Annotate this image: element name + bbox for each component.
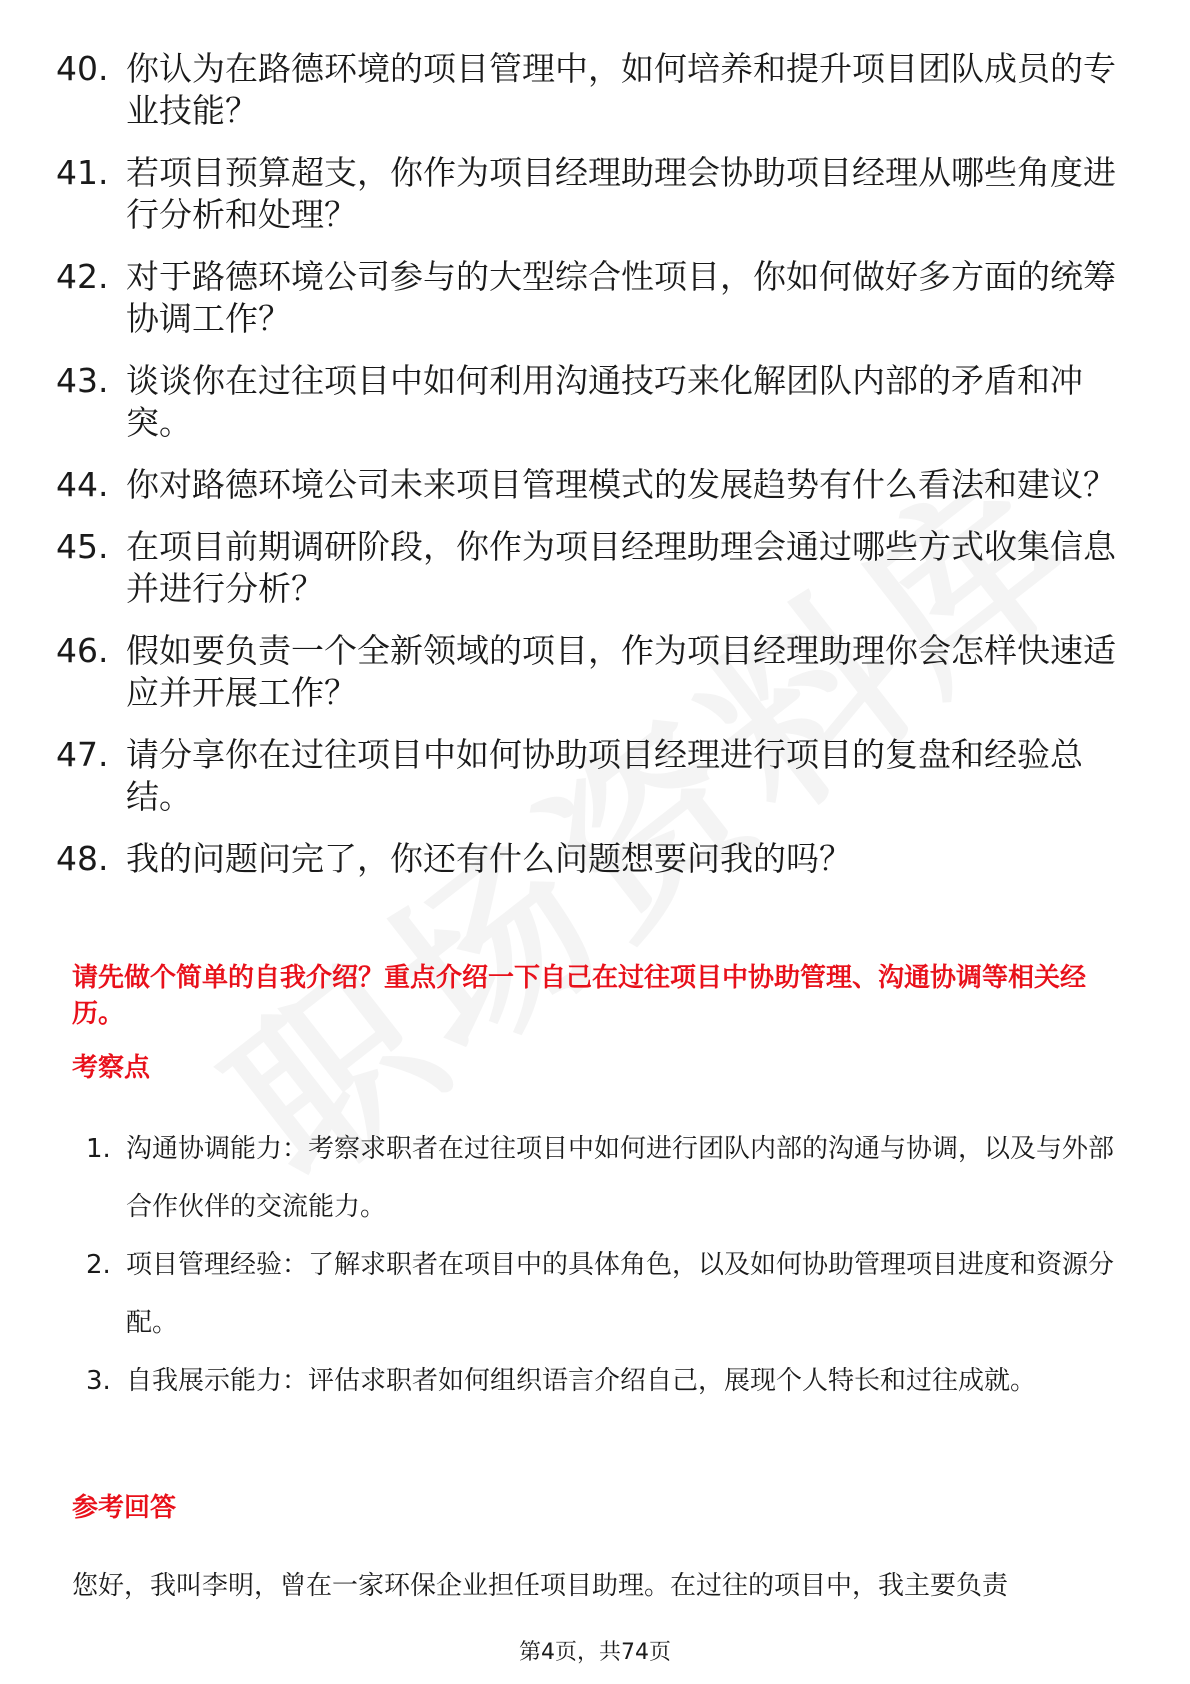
question-item — [0, 630, 1190, 714]
point-text: 自我展示能力：评估求职者如何组织语言介绍自己，展现个人特长和过往成就。 — [126, 1366, 1037, 1396]
point-number: 3. — [86, 1366, 111, 1396]
point-text: 项目管理经验：了解求职者在项目中的具体角色，以及如何协助管理项目进度和资源分配。 — [126, 1250, 1115, 1338]
observe-point-list — [0, 1120, 1190, 1410]
question-number: 41. — [56, 153, 109, 192]
observe-point — [0, 1352, 1190, 1410]
question-item — [0, 48, 1190, 132]
question-item — [0, 526, 1190, 610]
question-list — [0, 48, 1190, 900]
point-number: 2. — [86, 1250, 111, 1280]
page-footer: 第4页，共74页 — [519, 1640, 671, 1665]
question-text: 在项目前期调研阶段，你作为项目经理助理会通过哪些方式收集信息并进行分析？ — [126, 527, 1116, 608]
observe-heading: 考察点 — [72, 1053, 151, 1083]
observe-point — [0, 1236, 1190, 1352]
question-item — [0, 256, 1190, 340]
section-title: 请先做个简单的自我介绍？重点介绍一下自己在过往项目中协助管理、沟通协调等相关经历。 — [72, 963, 1087, 1029]
question-number: 42. — [56, 257, 109, 296]
question-item — [0, 838, 1190, 880]
question-number: 40. — [56, 49, 109, 88]
question-number: 47. — [56, 735, 109, 774]
observe-point — [0, 1120, 1190, 1236]
answer-text: 您好，我叫李明，曾在一家环保企业担任项目助理。在过往的项目中，我主要负责 — [72, 1571, 1009, 1601]
question-text: 假如要负责一个全新领域的项目，作为项目经理助理你会怎样快速适应并开展工作？ — [126, 631, 1116, 712]
question-text: 对于路德环境公司参与的大型综合性项目，你如何做好多方面的统筹协调工作？ — [126, 257, 1116, 338]
question-item — [0, 360, 1190, 444]
answer-heading: 参考回答 — [72, 1493, 177, 1523]
question-text: 你认为在路德环境的项目管理中，如何培养和提升项目团队成员的专业技能？ — [126, 49, 1116, 130]
question-item — [0, 152, 1190, 236]
question-number: 44. — [56, 465, 109, 504]
question-item — [0, 464, 1190, 506]
question-text: 若项目预算超支，你作为项目经理助理会协助项目经理从哪些角度进行分析和处理？ — [126, 153, 1116, 234]
question-text: 请分享你在过往项目中如何协助项目经理进行项目的复盘和经验总结。 — [126, 735, 1083, 816]
question-number: 43. — [56, 361, 109, 400]
question-number: 46. — [56, 631, 109, 670]
point-text: 沟通协调能力：考察求职者在过往项目中如何进行团队内部的沟通与协调，以及与外部合作伙伴的交流能力。 — [126, 1134, 1115, 1222]
question-number: 48. — [56, 839, 109, 878]
question-item — [0, 734, 1190, 818]
question-text: 你对路德环境公司未来项目管理模式的发展趋势有什么看法和建议？ — [126, 465, 1116, 504]
question-number: 45. — [56, 527, 109, 566]
question-text: 我的问题问完了，你还有什么问题想要问我的吗？ — [126, 839, 852, 878]
question-text: 谈谈你在过往项目中如何利用沟通技巧来化解团队内部的矛盾和冲突。 — [126, 361, 1083, 442]
point-number: 1. — [86, 1134, 111, 1164]
